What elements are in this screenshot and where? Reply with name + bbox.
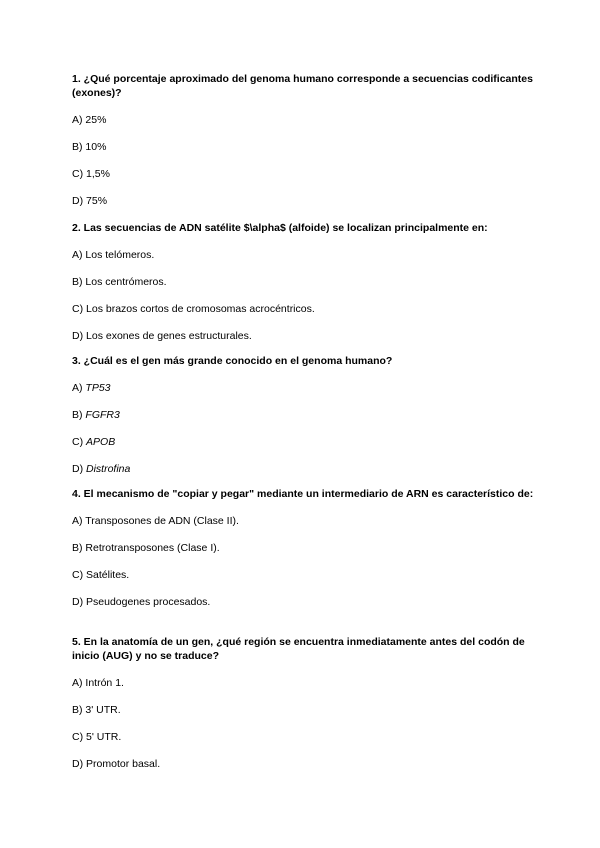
option-a [72, 248, 542, 262]
option-a [72, 676, 542, 690]
question-title: 4. El mecanismo de "copiar y pegar" mediante un intermediario de ARN es característico de: [72, 488, 534, 500]
question-1 [72, 72, 542, 208]
option-text: Distrofina [86, 463, 131, 475]
option-d [72, 194, 542, 208]
option-letter: B) [72, 704, 83, 716]
option-d [72, 757, 542, 771]
option-c [72, 730, 542, 744]
question-title: 1. ¿Qué porcentaje aproximado del genoma humano corresponde a secuencias codificantes (exones)? [72, 73, 533, 99]
option-text: 3' UTR. [85, 704, 121, 716]
option-c [72, 167, 542, 181]
option-text: Promotor basal. [86, 758, 161, 770]
option-a [72, 113, 542, 127]
option-letter: A) [72, 515, 83, 527]
option-a [72, 514, 542, 528]
option-c [72, 435, 542, 449]
options-list [72, 381, 542, 476]
option-letter: A) [72, 114, 83, 126]
option-text: APOB [86, 436, 116, 448]
option-text: Los telómeros. [85, 249, 155, 261]
options-list [72, 676, 542, 771]
options-list [72, 113, 542, 208]
option-text: Intrón 1. [85, 677, 124, 689]
option-text: Transposones de ADN (Clase II). [85, 515, 239, 527]
option-b [72, 275, 542, 289]
question-5 [72, 635, 542, 771]
option-b [72, 703, 542, 717]
question-3 [72, 354, 542, 476]
option-letter: C) [72, 168, 84, 180]
option-letter: C) [72, 303, 84, 315]
option-text: 75% [86, 195, 108, 207]
question-2 [72, 221, 542, 343]
question-title: 5. En la anatomía de un gen, ¿qué región se encuentra inmediatamente antes del codón de inicio (AUG) y no se traduce? [72, 636, 525, 662]
option-letter: B) [72, 276, 83, 288]
option-text: Retrotransposones (Clase I). [85, 542, 220, 554]
option-letter: D) [72, 463, 84, 475]
option-letter: A) [72, 382, 83, 394]
option-d [72, 595, 542, 609]
options-list [72, 248, 542, 343]
option-c [72, 568, 542, 582]
option-b [72, 140, 542, 154]
option-letter: D) [72, 758, 84, 770]
option-text: Los exones de genes estructurales. [86, 330, 252, 342]
option-b [72, 408, 542, 422]
option-text: 5' UTR. [86, 731, 122, 743]
option-letter: B) [72, 409, 83, 421]
option-letter: A) [72, 249, 83, 261]
option-letter: D) [72, 330, 84, 342]
question-title: 2. Las secuencias de ADN satélite $\alpha$ (alfoide) se localizan principalmente en: [72, 222, 488, 234]
option-letter: D) [72, 596, 84, 608]
option-d [72, 462, 542, 476]
option-text: Pseudogenes procesados. [86, 596, 211, 608]
option-text: 10% [85, 141, 107, 153]
option-text: 1,5% [86, 168, 110, 180]
option-letter: A) [72, 677, 83, 689]
option-text: Satélites. [86, 569, 130, 581]
option-c [72, 302, 542, 316]
option-letter: B) [72, 141, 83, 153]
options-list [72, 514, 542, 609]
option-text: Los centrómeros. [85, 276, 167, 288]
option-text: TP53 [85, 382, 111, 394]
option-letter: B) [72, 542, 83, 554]
option-letter: D) [72, 195, 84, 207]
question-title: 3. ¿Cuál es el gen más grande conocido en el genoma humano? [72, 355, 393, 367]
option-letter: C) [72, 436, 84, 448]
option-letter: C) [72, 731, 84, 743]
option-b [72, 541, 542, 555]
option-letter: C) [72, 569, 84, 581]
option-text: FGFR3 [85, 409, 120, 421]
question-4 [72, 487, 542, 609]
option-d [72, 329, 542, 343]
option-text: 25% [85, 114, 107, 126]
option-a [72, 381, 542, 395]
option-text: Los brazos cortos de cromosomas acrocéntricos. [86, 303, 315, 315]
